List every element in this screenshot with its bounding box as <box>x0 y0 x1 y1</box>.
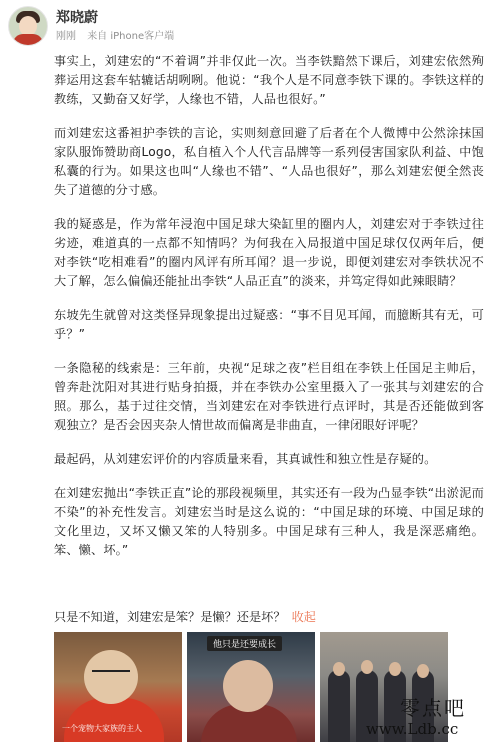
paragraph: 东坡先生就曾对这类怪异现象提出过疑惑：“事不目见耳闻，而臆断其有无，可乎？” <box>54 308 484 341</box>
paragraph: 在刘建宏抛出“李铁正直”论的那段视频里，其实还有一段为凸显李铁“出淤泥而不染”的补充性发言。刘建宏当时是这么说的：“中国足球的环境、中国足球的文化里边，又坏又懒又笨的人特别多。中国足球有三种人，我是深恶痛绝。笨、懒、坏。” <box>54 486 484 557</box>
closing-question <box>54 608 316 625</box>
thumbnail-caption: 一个宠物大家族的主人 <box>62 724 142 733</box>
author-name[interactable]: 郑晓蔚 <box>56 10 98 26</box>
watermark-logo: 零点吧 <box>400 696 466 720</box>
post-body <box>54 52 484 575</box>
paragraph: 而刘建宏这番袒护李铁的言论，实则刻意回避了后者在个人微博中公然涂抹国家队服饰赞助商Logo，私自植入个人代言品牌等一系列侵害国家队利益、中饱私囊的行为。如果这也叫“人缘也不错”、“人品也很好”，那么刘建宏便全然丧失了道德的分寸感。 <box>54 126 484 197</box>
paragraph: 事实上，刘建宏的“不着调”并非仅此一次。当李铁黯然下课后，刘建宏依然殉葬运用这套车轱辘话胡咧咧。他说：“我个人是不同意李铁下课的。李铁这样的教练，又勤奋又好学，人缘也不错，人品也很好。” <box>54 54 484 106</box>
avatar[interactable] <box>8 6 48 46</box>
post-time: 刚刚 <box>56 31 76 42</box>
paragraph: 最起码，从刘建宏评价的内容质量来看，其真诚性和独立性是存疑的。 <box>54 452 437 466</box>
paragraph: 一条隐秘的线索是：三年前，央视“足球之夜”栏目组在李铁上任国足主帅后，曾奔赴沈阳对其进行贴身拍摄，并在李铁办公室里摄入了一张其与刘建宏的合照。那么，基于过往交情，当刘建宏在对李铁进行点评时，其是否还能做到客观独立？是否会因夹杂人情世故而偏离是非曲直，一律闭眼好评呢？ <box>54 361 484 432</box>
post-source: 来自 iPhone客户端 <box>87 31 175 42</box>
paragraph: 我的疑惑是，作为常年浸泡中国足球大染缸里的圈内人，刘建宏对于李铁过往劣迹，难道真的一点都不知情吗？为何我在入局报道中国足球仅仅两年后，便对李铁“吃相难看”的圈内风评有所耳闻？退一步说，即便刘建宏对李铁状况不大了解，怎么偏偏还能扯出李铁“人品正直”的淡来，并笃定得如此辣眼睛？ <box>54 217 484 288</box>
post-header <box>0 0 495 48</box>
watermark-url: www.Ldb.cc <box>366 720 459 738</box>
post-meta <box>56 27 174 42</box>
thumbnail-banner: 他只是还要成长 <box>207 636 282 651</box>
question-text: 只是不知道，刘建宏是笨？是懒？还是坏？ <box>54 610 286 624</box>
collapse-link[interactable]: 收起 <box>291 610 316 624</box>
image-thumbnail-2[interactable] <box>187 632 315 742</box>
image-thumbnail-1[interactable] <box>54 632 182 742</box>
